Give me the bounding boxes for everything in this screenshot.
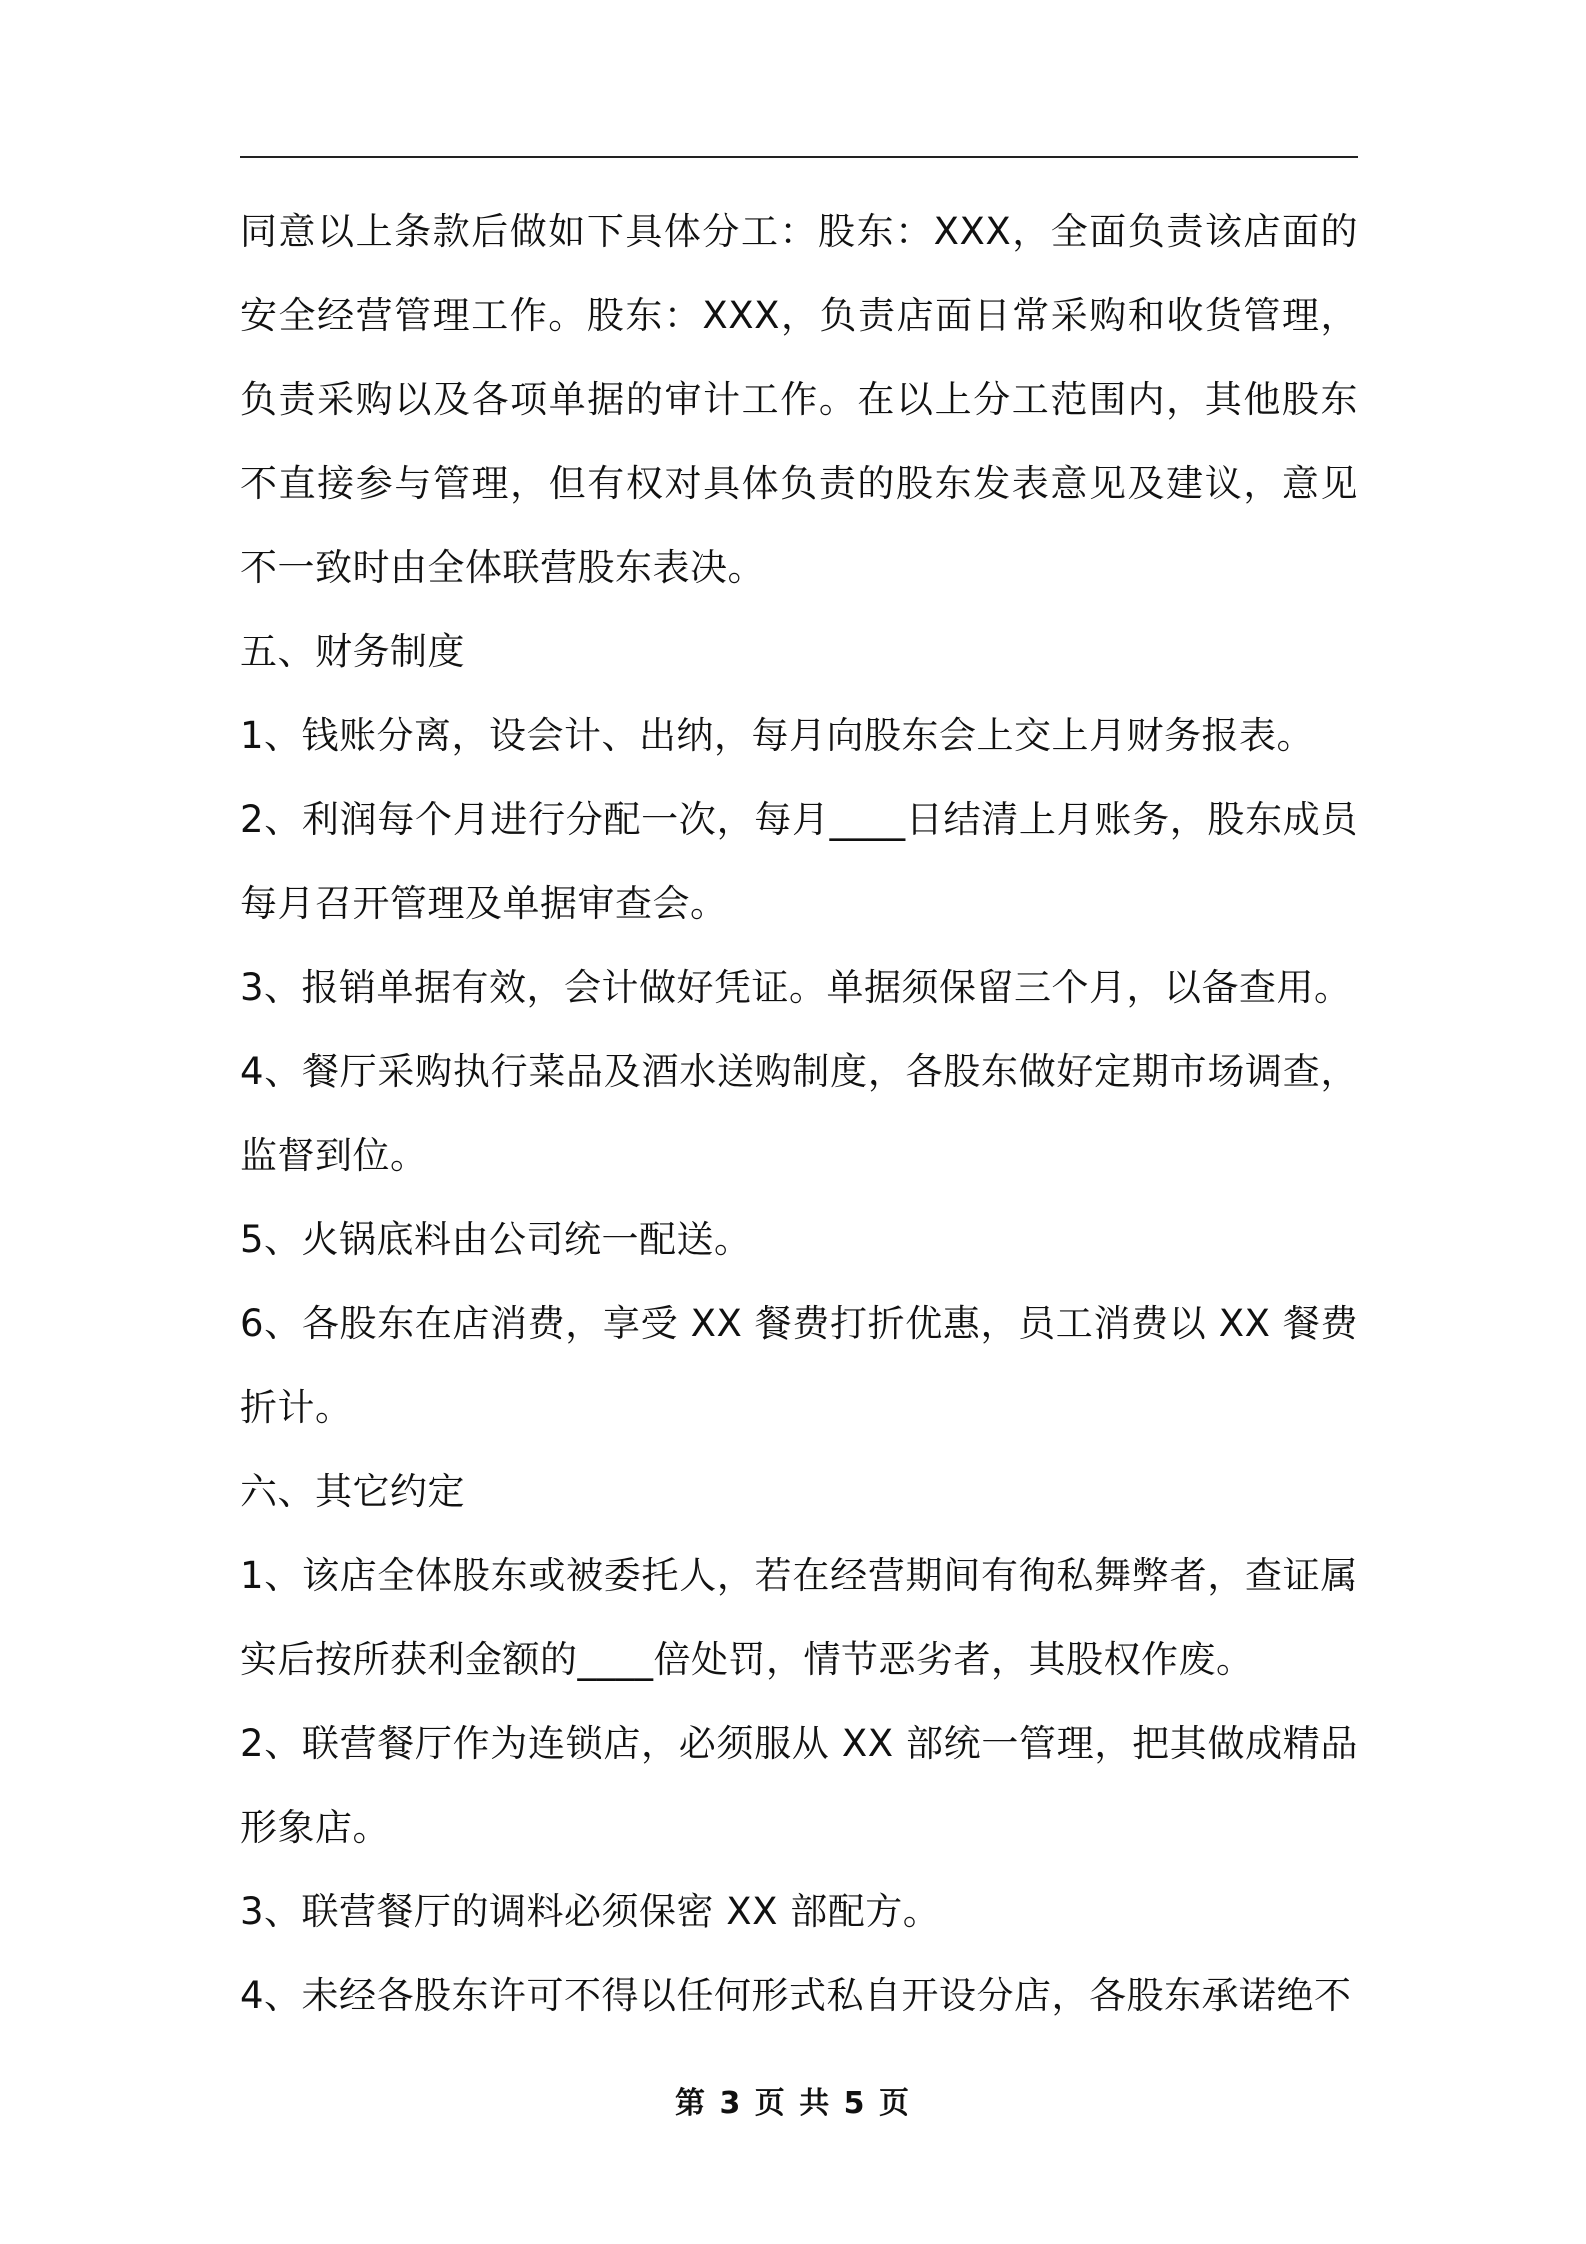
list-item: 2、联营餐厅作为连锁店，必须服从 XX 部统一管理，把其做成精品形象店。 [240,1722,1358,1849]
list-item: 3、报销单据有效，会计做好凭证。单据须保留三个月，以备查用。 [240,966,1352,1009]
list-item: 4、未经各股东许可不得以任何形式私自开设分店，各股东承诺绝不 [240,1974,1352,2017]
document-body [240,190,1358,2038]
list-item: 2、利润每个月进行分配一次，每月____日结清上月账务，股东成员每月召开管理及单据审查会。 [240,798,1358,925]
list-item: 3、联营餐厅的调料必须保密 XX 部配方。 [240,1890,941,1933]
list-item: 4、餐厅采购执行菜品及酒水送购制度，各股东做好定期市场调查，监督到位。 [240,1050,1358,1177]
list-item: 1、钱账分离，设会计、出纳，每月向股东会上交上月财务报表。 [240,714,1315,757]
heading-financial-system: 五、财务制度 [240,630,465,673]
page-number-footer: 第 3 页 共 5 页 [675,2086,911,2121]
heading-other-agreements: 六、其它约定 [240,1470,465,1513]
list-item: 1、该店全体股东或被委托人，若在经营期间有徇私舞弊者，查证属实后按所获利金额的____倍处罚，情节恶劣者，其股权作废。 [240,1554,1358,1681]
list-item: 6、各股东在店消费，享受 XX 餐费打折优惠，员工消费以 XX 餐费折计。 [240,1302,1358,1429]
header-divider [240,156,1358,158]
list-item: 5、火锅底料由公司统一配送。 [240,1218,752,1261]
paragraph-division-of-labor: 同意以上条款后做如下具体分工：股东：XXX，全面负责该店面的安全经营管理工作。股东：XXX，负责店面日常采购和收货管理，负责采购以及各项单据的审计工作。在以上分工范围内，其他股东不直接参与管理，但有权对具体负责的股东发表意见及建议，意见不一致时由全体联营股东表决。 [240,210,1358,589]
